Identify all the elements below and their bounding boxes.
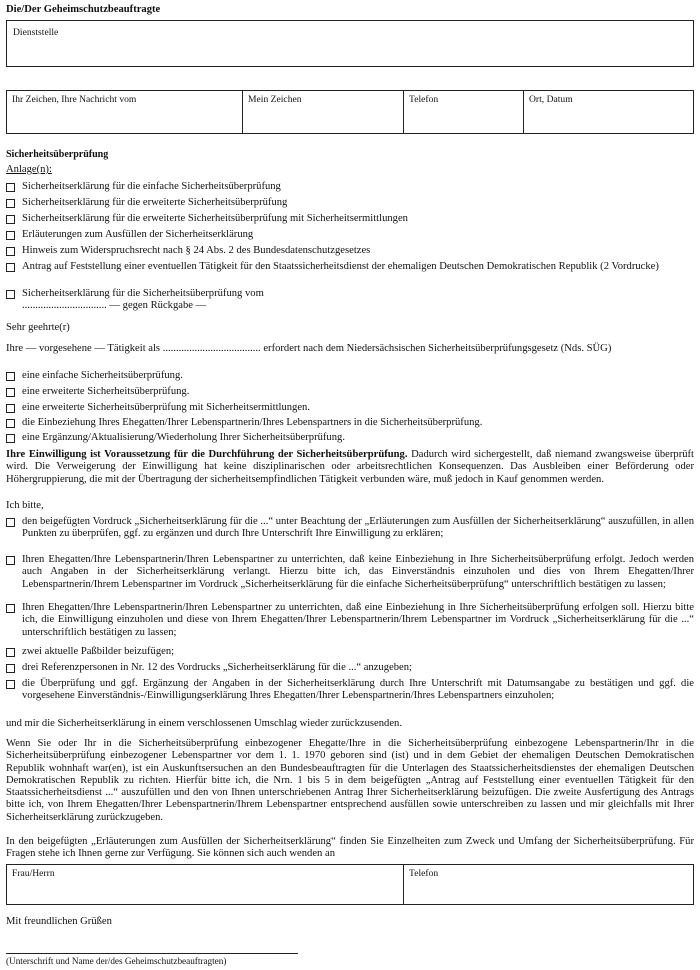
request-text: drei Referenzpersonen in Nr. 12 des Vordrucks „Sicherheitserklärung für die ...“ anzugeben;	[22, 662, 412, 673]
pruefungsart-checkbox[interactable]	[6, 404, 15, 413]
anlage-item	[6, 197, 694, 209]
anlage-item	[6, 245, 694, 257]
anlage-checkbox[interactable]	[6, 231, 15, 240]
signature-line	[6, 953, 298, 954]
intro-text: Ihre — vorgesehene — Tätigkeit als ..................................... erfordert nach dem Niedersächsischen Sicherheitsüberprüfungsgesetz (Nds. SÜG)	[6, 343, 612, 354]
dienststelle-box[interactable]	[6, 20, 694, 67]
stasi-note: Wenn Sie oder Ihr in die Sicherheitsüberprüfung einbezogener Ehegatte/Ihre in die Sicherheitsüberprüfung einbezogene Lebenspartnerin/Ihr in die Sicherheitsüberprüfung einbezogener Lebenspartner vor dem 1. 1. 1970 geboren sind (ist) und in dem Gebiet der ehemaligen Deutschen Demokratischen Republik wohnhaft war(en), ist ein Auskunftsersuchen an den Bundesbeauftragten für die Unterlagen des Staatssicherheitsdienstes der ehemaligen Deutschen Demokratischen Republik zu richten. Hierfür bitte ich, die Nrn. 1 bis 5 in dem beigefügten „Antrag auf Feststellung einer eventuellen Tätigkeit für den Staatssicherheitsdienst ...“ auszufüllen und den von Ihnen unterschriebenen Antrag Ihrer Sicherheitserklärung beizufügen. Die zweite Ausfertigung des Antrags bitte ich, von Ihrem Ehegatten/Ihrer Lebenspartnerin/Ihrem Lebenspartner entsprechend ausfüllen sowie unterschreiben zu lassen und mir gleichfalls mit Ihrer Sicherheitserklärung zurückzugeben.	[6, 738, 694, 823]
request-item	[6, 662, 694, 674]
salutation: Sehr geehrte(r)	[6, 322, 70, 333]
telefon-field[interactable]	[403, 91, 523, 133]
request-text: zwei aktuelle Paßbilder beizufügen;	[22, 646, 175, 657]
anlage-text: Hinweis zum Widerspruchsrecht nach § 24 Abs. 2 des Bundesdatenschutzgesetzes	[22, 245, 371, 256]
request-item	[6, 678, 694, 703]
details-note: In den beigefügten „Erläuterungen zum Ausfüllen der Sicherheitserklärung“ finden Sie Einzelheiten zum Zweck und Umfang der Sicherheitsüberprüfung. Für Fragen stehe ich Ihnen gerne zur Verfügung. Sie können sich auch wenden an	[6, 836, 694, 860]
anlage-checkbox[interactable]	[6, 215, 15, 224]
request-text: Ihren Ehegatten/Ihre Lebenspartnerin/Ihren Lebenspartner zu unterrichten, daß keine Einbeziehung in Ihre Sicherheitsüberprüfung erfolgt. Jedoch werden auch Angaben in der Sicherheitserklärung verlangt. Hierzu bitte ich, das Einverständnis einzuholen und dies von Ihrem Ehegatten/Ihrer Lebenspartnerin/Ihrem Lebenspartner im Vordruck „Sicherheitserklärung für die einfache Sicherheitsüberprüfung“ unterschriftlich bestätigen zu lassen;	[22, 554, 694, 590]
anlage-checkbox[interactable]	[6, 263, 15, 272]
request-checkbox[interactable]	[6, 556, 15, 565]
request-checkbox[interactable]	[6, 680, 15, 689]
consent-bold: Ihre Einwilligung ist Voraussetzung für die Durchführung der Sicherheitsüberprüfung.	[6, 449, 408, 460]
pruefungsart-checkbox[interactable]	[6, 372, 15, 381]
pruefungsart-checkbox[interactable]	[6, 388, 15, 397]
anlage-item	[6, 288, 306, 313]
anlage-item	[6, 261, 694, 273]
pruefungsart-item	[6, 432, 694, 444]
pruefungsart-item	[6, 402, 694, 414]
anlage-text: Sicherheitserklärung für die Sicherheitsüberprüfung vom ................................ — gegen Rückgabe —	[22, 288, 264, 312]
anlage-text: Erläuterungen zum Ausfüllen der Sicherheitserklärung	[22, 229, 254, 240]
anlage-checkbox[interactable]	[6, 199, 15, 208]
request-item	[6, 516, 694, 541]
contact-row	[6, 864, 694, 905]
frau-herrn-field[interactable]	[7, 865, 403, 904]
page-title: Die/Der Geheimschutzbeauftragte	[6, 4, 161, 15]
consent-text: Dadurch wird sichergestellt, daß niemand zwangsweise überprüft wird. Die Verweigerung der Einwilligung hat keine disziplinarischen oder arbeitsrechtlichen Konsequenzen. Das Ausbleiben einer Beförderung oder Höhergruppierung, die mit der Übertragung der sicherheitsempfindlichen Tätigkeit verbunden wäre, muß jedoch in Kauf genommen werden.	[6, 449, 694, 485]
telefon-label: Telefon	[409, 94, 439, 105]
request-checkbox[interactable]	[6, 518, 15, 527]
signature-caption: (Unterschrift und Name der/des Geheimschutzbeauftragten)	[6, 956, 227, 966]
request-checkbox[interactable]	[6, 664, 15, 673]
dienststelle-label: Dienststelle	[13, 27, 59, 38]
reference-row	[6, 90, 694, 134]
request-item	[6, 554, 694, 591]
request-text: die Überprüfung und ggf. Ergänzung der Angaben in der Sicherheitserklärung durch Ihre Unterschrift mit Datumsangabe zu bestätigen und ggf. die vorgesehene Einverständnis-/Einwilligungserklärung Ihres Ehegatten/Ihrer Lebenspartnerin/Ihres Lebenspartners einzuholen;	[22, 678, 694, 702]
frau-herrn-label: Frau/Herrn	[12, 868, 55, 879]
pruefungsart-item	[6, 386, 694, 398]
mein-zeichen-label: Mein Zeichen	[248, 94, 302, 105]
pruefungsart-checkbox[interactable]	[6, 434, 15, 443]
ort-datum-field[interactable]	[523, 91, 693, 133]
anlage-text: Sicherheitserklärung für die erweiterte Sicherheitsüberprüfung mit Sicherheitsermittlungen	[22, 213, 408, 224]
anlage-text: Sicherheitserklärung für die einfache Sicherheitsüberprüfung	[22, 181, 281, 192]
return-note: und mir die Sicherheitserklärung in einem verschlossenen Umschlag wieder zurückzusenden.	[6, 718, 402, 729]
ort-datum-label: Ort, Datum	[529, 94, 573, 105]
consent-paragraph	[6, 449, 694, 486]
anlage-checkbox[interactable]	[6, 247, 15, 256]
ihr-zeichen-label: Ihr Zeichen, Ihre Nachricht vom	[12, 94, 137, 105]
request-intro: Ich bitte,	[6, 500, 44, 511]
contact-telefon-field[interactable]	[403, 865, 693, 904]
anlage-checkbox[interactable]	[6, 183, 15, 192]
request-checkbox[interactable]	[6, 648, 15, 657]
pruefungsart-text: eine erweiterte Sicherheitsüberprüfung.	[22, 386, 190, 397]
request-item	[6, 646, 694, 658]
pruefungsart-text: eine Ergänzung/Aktualisierung/Wiederholung Ihrer Sicherheitsüberprüfung.	[22, 432, 345, 443]
anlagen-label: Anlage(n):	[6, 164, 52, 175]
anlage-checkbox[interactable]	[6, 290, 15, 299]
request-item	[6, 602, 694, 639]
pruefungsart-item	[6, 417, 694, 429]
request-checkbox[interactable]	[6, 604, 15, 613]
anlage-text: Sicherheitserklärung für die erweiterte Sicherheitsüberprüfung	[22, 197, 288, 208]
contact-telefon-label: Telefon	[409, 868, 439, 879]
pruefungsart-item	[6, 370, 694, 382]
request-text: Ihren Ehegatten/Ihre Lebenspartnerin/Ihren Lebenspartner zu unterrichten, daß eine Einbeziehung in Ihre Sicherheitsüberprüfung erfolgen soll. Hierzu bitte ich, die Einwilligung einzuholen und diese von Ihrem Ehegatten/Ihrer Lebenspartnerin/Ihrem Lebenspartner im Vordruck „Sicherheitserklärung für die ...“ unterschriftlich bestätigen zu lassen;	[22, 602, 694, 638]
pruefungsart-text: die Einbeziehung Ihres Ehegatten/Ihrer Lebenspartnerin/Ihres Lebenspartners in die Sicherheitsüberprüfung.	[22, 417, 483, 428]
anlage-text: Antrag auf Feststellung einer eventuellen Tätigkeit für den Staatssicherheitsdienst der ehemaligen Deutschen Demokratischen Republik (2 Vordrucke)	[22, 261, 659, 272]
pruefungsart-checkbox[interactable]	[6, 419, 15, 428]
anlage-item	[6, 181, 694, 193]
mein-zeichen-field[interactable]	[242, 91, 403, 133]
pruefungsart-text: eine einfache Sicherheitsüberprüfung.	[22, 370, 183, 381]
pruefungsart-text: eine erweiterte Sicherheitsüberprüfung mit Sicherheitsermittlungen.	[22, 402, 310, 413]
request-text: den beigefügten Vordruck „Sicherheitserklärung für die ...“ unter Beachtung der „Erläuterungen zum Ausfüllen der Sicherheitserklärung“ auszufüllen, in allen Punkten zu überprüfen, ggf. zu ergänzen und durch Ihre Unterschrift Ihre Einwilligung zu erklären;	[22, 516, 694, 540]
anlage-item	[6, 213, 694, 225]
anlage-item	[6, 229, 694, 241]
ihr-zeichen-field[interactable]	[7, 91, 242, 133]
subject-heading: Sicherheitsüberprüfung	[6, 149, 109, 160]
closing: Mit freundlichen Grüßen	[6, 916, 112, 927]
